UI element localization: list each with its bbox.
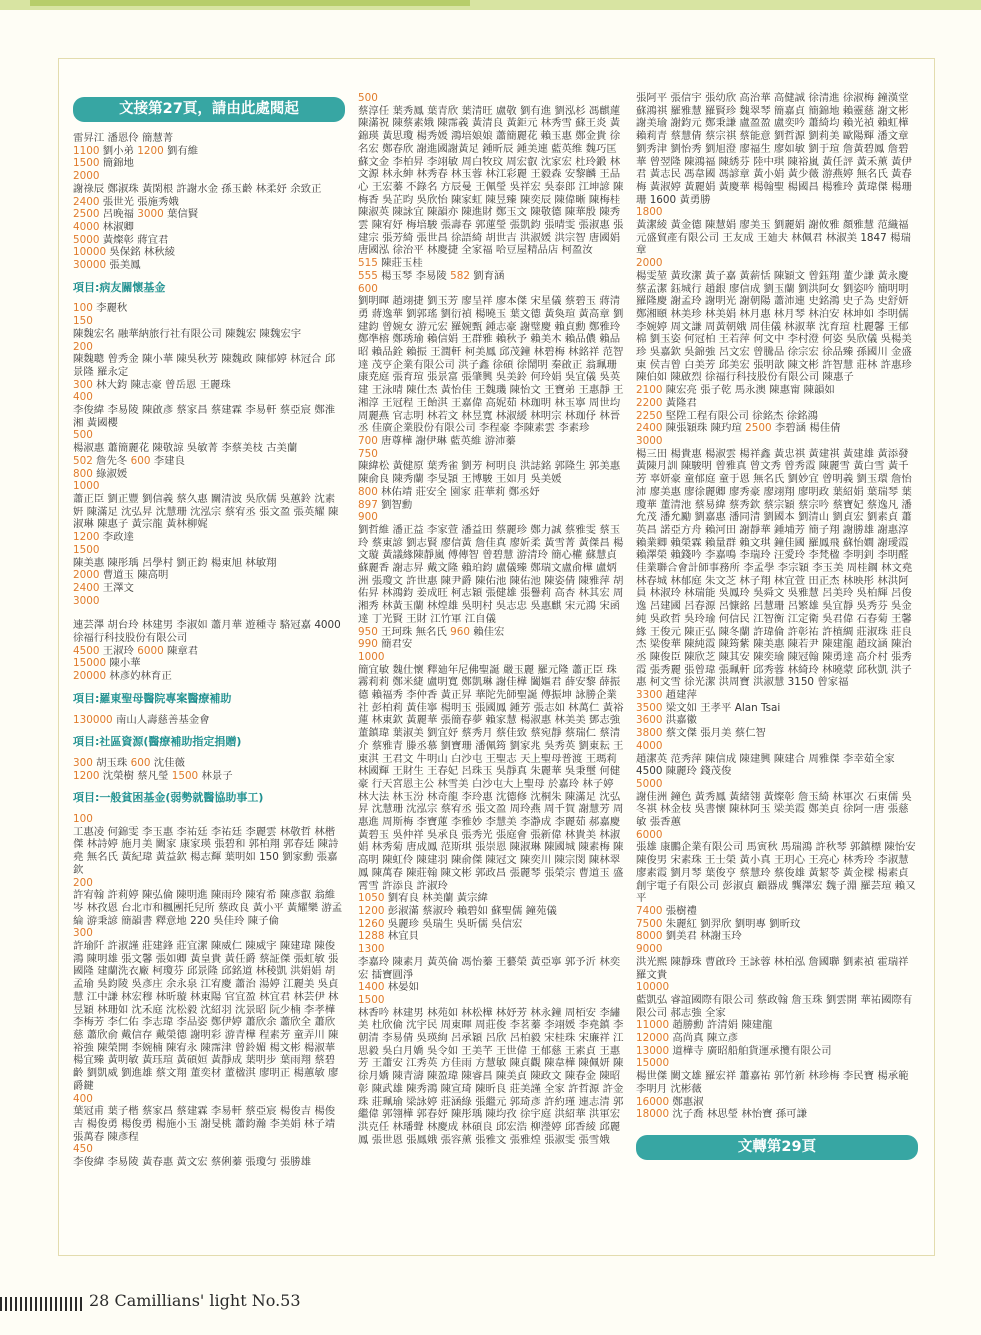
donation-amount: 300 — [73, 927, 93, 940]
donor-entry: 洪光熙 陳靜珠 曹啟玲 王詠蓉 林柏泓 詹國聯 劉素禎 霍瑞祥 羅文貴 — [636, 955, 909, 981]
donation-amount: 15000 — [73, 657, 107, 670]
donor-entry — [73, 544, 345, 557]
donation-amount: 500 — [358, 92, 378, 104]
donor-entry: 工惠凌 何錦雯 李玉惠 李祐廷 李祐廷 李麗雲 林敬哲 林楷傑 林詩婷 施月美 闕家 康家瑛 張碧和 郭柏翔 郭春廷 陳詩堯 無名氏 黃紀瑋 黃益欽 楊志輝 葉明如 150 劉家勳 張嘉欽 — [73, 825, 339, 876]
donor-entry — [73, 157, 345, 170]
donor-entry — [73, 468, 345, 481]
section-heading: 項目:羅東聖母醫院專案醫療補助 — [73, 691, 232, 705]
donor-entry: 連芸澤 胡台玲 林建男 李淑如 蕭月華 遊種寺 駱冠嘉 4000 徐福行科技股份有限公司 — [73, 619, 341, 645]
donor-entry — [358, 486, 624, 499]
donor-names: 沈子喬 林思瑩 林怡寶 孫可謙 — [669, 1108, 807, 1121]
donor-names: 唐尊樺 謝伊琳 藍英維 游沛蓁 — [377, 434, 516, 447]
donation-amount: 1050 — [358, 892, 385, 905]
donor-entry — [73, 234, 345, 247]
spacer — [73, 607, 345, 619]
donor-names: 吳麗珍 吳瑞生 吳昕儒 吳信宏 — [384, 917, 523, 930]
donor-entry — [73, 714, 345, 727]
donor-names: 劉有維 — [163, 144, 199, 157]
donor-entry — [73, 595, 345, 608]
donation-amount: 6000 — [636, 828, 663, 841]
donor-entry — [636, 829, 918, 842]
donation-amount: 990 — [358, 638, 378, 651]
donor-names: 林佑靖 莊安全 園家 莊華莉 鄭丞妤 — [377, 485, 540, 498]
donor-names: 賴佳宏 — [469, 625, 505, 638]
donation-amount: 7500 — [636, 917, 663, 930]
donation-amount: 750 — [358, 447, 378, 460]
donor-entry — [73, 927, 345, 940]
donation-amount: 3000 — [137, 208, 164, 221]
donation-amount: 400 — [73, 1092, 93, 1105]
donor-entry — [636, 689, 918, 702]
donation-amount: 10000 — [73, 246, 107, 259]
donation-amount: 3000 — [73, 594, 100, 607]
donor-entry: 楊淑惠 蕭簡麗花 陳敬諒 吳敏菁 李蔡美枝 古美蘭 — [73, 442, 298, 455]
donor-entry: 黃潔綾 黃金德 陳慧娟 廖美玉 劉麗娟 謝攸雅 顏雅慧 范織福 元盛貿產有限公司 王友成 王廸夫 林佩君 林淑美 1847 楊瑞章 — [636, 219, 911, 257]
donation-amount: 2500 — [745, 422, 772, 435]
donation-amount: 13000 — [636, 1044, 670, 1057]
donor-entry: 謝祿辰 鄭淑珠 黃閑根 許謝水金 孫玉齡 林柔妤 余致正 — [73, 182, 322, 195]
donor-entry — [636, 206, 918, 219]
donor-names: 張樹禮 — [662, 905, 697, 917]
donor-names: 陳宏亮 張子乾 馬永澳 陳惠甯 陳韻如 — [662, 384, 835, 397]
donor-entry — [73, 341, 345, 354]
donor-entry — [636, 397, 918, 410]
donor-entry — [358, 892, 624, 905]
donor-entry — [636, 1057, 918, 1070]
donation-amount: 20000 — [73, 670, 107, 683]
donor-names: 劉小弟 — [99, 144, 138, 157]
donor-entry — [636, 905, 918, 918]
donation-amount: 200 — [73, 340, 93, 353]
donation-amount: 1300 — [358, 943, 385, 956]
donation-amount: 600 — [130, 454, 151, 467]
donor-names: 梁文如 王孝平 Alan Tsai — [662, 701, 781, 714]
donation-amount: 515 — [358, 257, 378, 270]
donation-amount: 1100 — [73, 144, 100, 157]
donor-names: 陳張穎珠 陳玓瑄 — [662, 422, 746, 435]
donor-names: 王淑玲 — [99, 644, 138, 657]
donor-names: 高尚真 陳立彥 — [669, 1032, 739, 1045]
column-1-content — [73, 132, 345, 1169]
donor-entry — [358, 270, 624, 283]
donor-names: 曹道玉 陳高明 — [99, 569, 169, 582]
donor-entry — [73, 877, 345, 890]
donor-names: 綠淑媛 — [92, 467, 128, 480]
donation-amount: 7400 — [636, 905, 663, 917]
donation-amount: 1260 — [358, 917, 385, 930]
donation-amount: 1288 — [358, 930, 385, 943]
donor-entry: 藍凱弘 睿誼國際有限公司 蔡政翰 詹玉珠 劉雲開 華祐國際有限公司 郝志強 全家 — [636, 993, 913, 1019]
donation-amount: 5000 — [73, 233, 100, 246]
donor-entry — [636, 1019, 918, 1032]
donor-entry — [73, 813, 345, 826]
donor-entry — [636, 1096, 918, 1109]
donor-entry — [73, 259, 345, 272]
donor-entry: 謝佳洲 鐘色 黃秀鳳 黃緒翎 黃燦彰 詹玉綺 林軍次 石東儒 吳冬祺 林金枝 吳書懷 陳林阿玉 梁美霞 鄭美貞 徐阿一唐 張慈敏 張香蕙 — [636, 790, 912, 829]
page-number: 28 — [89, 1291, 110, 1310]
donation-amount: 100 — [73, 302, 93, 315]
donor-entry — [73, 315, 345, 328]
donor-names: 林淑卿 — [99, 220, 134, 233]
donor-entry — [73, 208, 345, 221]
donor-entry — [636, 410, 918, 423]
donor-names: 呂晚福 — [99, 208, 138, 221]
donor-entry — [73, 246, 345, 259]
donor-entry: 葉冠甫 葉子楷 蔡家昌 蔡建霖 李易軒 蔡亞宸 楊俊吉 楊俊吉 楊俊勇 楊俊勇 楊施小玉 謝旻桃 蕭鈞瀚 李美娟 林子靖 張萬春 陳彥程 — [73, 1105, 336, 1143]
donor-entry: 李俊緯 李易陵 黃春惠 黃文宏 蔡俐蓁 張瓊匀 張勝雄 — [73, 1156, 312, 1169]
donor-names: 林宜貝 — [384, 930, 419, 943]
donor-names: 陳莊玉桂 — [377, 257, 423, 270]
donor-entry — [358, 435, 624, 448]
donation-amount: 897 — [358, 498, 378, 511]
donor-entry — [358, 994, 624, 1007]
donor-entry: 趙潔英 范秀萍 陳信成 陳建興 陳建合 周雅傑 李幸茹全家 4500 陳麗玲 錢茂俊 — [636, 752, 895, 778]
donation-amount: 300 — [73, 378, 93, 391]
magazine-title: Camillians' light No.53 — [114, 1291, 301, 1310]
donation-amount: 1800 — [636, 206, 663, 219]
donor-entry — [636, 384, 918, 397]
donation-amount: 2200 — [636, 396, 663, 409]
donation-amount: 800 — [73, 467, 93, 480]
donation-amount: 3300 — [636, 689, 663, 702]
donation-amount: 4000 — [636, 739, 663, 752]
donor-entry — [358, 638, 624, 651]
donor-entry: 陳魏聰 曾秀金 陳小華 陳吳秋芳 陳魏政 陳郁婷 林冠合 邱景隆 羅永定 — [73, 353, 336, 378]
donation-amount: 1200 — [73, 769, 100, 782]
donor-entry: 林香吟 林建男 林苑如 林松樺 林妤芳 林永鐘 周栢安 李繡美 杜欣倫 沈宇民 周東暉 周莊俊 李茗蓁 李翊媛 李堯鎮 李朝清 李易倩 吳瑛絢 呂承穎 呂欣 呂柏毅 宋桂珠 宋廉祥 江思毅 吳白月嬌 吳令如 王美芊 王世偉 王郁慈 王素貞 王惠芳 王蕭安 江秀英 方佳雨 方慧敏 陳貞觀 陳韋樺 陳佩妍 陳徐月嬌 陳青濤 陳盈瑋 陳睿昌 陳美貞 陳政文 陳春金 陳昭彰 陳武雄 陳秀鴻 陳宣琦 陳昕良 莊美謹 全家 許哲源 許金珠 莊珮瑜 梁詠婷 莊涵綠 張繼元 郭琦彥 許約瑾 連志清 郭繼偉 郭翎樺 郭春妤 陳彤瑀 陳均孜 徐宇庭 洪紹華 洪軍宏 洪克任 林璠聲 林慶成 林碩良 邱宏浩 柳瀅婷 邱香綾 邱麗鳳 張世恩 張鳳娥 張容薰 張雅文 張雅煌 張淑雯 張雪娥 — [358, 1006, 624, 1146]
donation-amount: 3500 — [636, 701, 663, 714]
donor-entry — [636, 943, 918, 956]
donor-names: 趙建萍 — [662, 689, 697, 702]
donor-names: 劉宥良 林美蘭 黃宗緯 — [384, 892, 488, 905]
donation-amount: 1500 — [358, 993, 385, 1006]
donation-amount: 3000 — [636, 434, 663, 447]
donation-amount: 30000 — [73, 259, 107, 272]
donor-names: 詹先冬 — [92, 454, 131, 467]
donation-amount: 100 — [73, 813, 93, 826]
donation-amount: 6000 — [137, 644, 164, 657]
donation-amount: 1200 — [358, 905, 385, 917]
donation-amount: 2000 — [73, 569, 100, 582]
donor-entry: 陳緯松 黃健原 葉秀雀 劉芳 柯明良 洪誌銘 郭隆生 郭美惠 陳俞良 陳秀蘭 李旻頴 王博駿 王如月 吳美媛 — [358, 460, 621, 486]
donor-entry — [73, 757, 345, 770]
donor-entry: 劉明暉 趙翊捷 劉玉芳 廖呈祥 廖本傑 宋星儀 蔡碧玉 蔣清勇 蔣逸華 劉郭瑤 劉衍禎 楊曉玉 葉文德 黃奐瑄 黃高章 劉建鈞 曾婉女 游元宏 羅婉甄 鍾志豪 謝璧慶 賴貞勳 鄭雅玲 鄭凖榕 鄭琇瑜 賴信娟 王群雅 賴秋予 賴美木 賴品儂 賴品昭 賴品銓 賴振 王潤軒 柯美鳳 邱茂鐘 林碧梅 林銘祥 范智達 茂亨企業有限公司 洪子鑫 徐碩 徐鬧明 秦啟正 翁珮珊 康尭庭 張育瑄 張景富 張肇興 吳美鈴 何玲娟 吳宜儀 吳英建 王泳晴 陳仕杰 黃怡佳 王魏璣 陳怡文 王寶弟 王惠靜 王湘淳 王冠程 王飴淇 王嘉偉 高妮茹 林珈明 林玉寧 周世均 周麗燕 官志明 林若文 林昱寬 林淑緩 林明宗 林珈伃 林晉丞 佳廣企業股份有限公司 李程豪 李陳素雲 李素珍 — [358, 295, 624, 435]
donor-entry: 陳魏宏名 融華納旅行社有限公司 陳魏宏 陳魏宏宇 — [73, 327, 302, 340]
donor-entry — [636, 435, 918, 448]
donation-amount: 555 — [358, 269, 378, 282]
donor-names: 蔡文傑 張月美 蔡仁智 — [662, 727, 766, 740]
donation-amount: 800 — [358, 485, 378, 498]
donor-entry — [358, 943, 624, 956]
donor-entry — [358, 257, 624, 270]
donation-amount: 600 — [130, 756, 151, 769]
donation-amount: 300 — [73, 756, 93, 769]
donor-entry — [358, 626, 624, 639]
donation-amount: 10000 — [636, 981, 670, 994]
donor-names: 朱麗紅 劉羿欣 劉明專 劉昕玟 — [662, 917, 801, 930]
donor-names: 王澤文 — [99, 581, 134, 594]
donation-amount: 2100 — [636, 384, 663, 397]
donor-entry — [73, 582, 345, 595]
donation-amount: 200 — [73, 876, 93, 889]
page-footer — [0, 1280, 981, 1325]
donor-names: 張世光 張施秀娥 — [99, 195, 179, 208]
donor-names: 彭淑滿 蔡淑玲 賴碧如 蘇聖儒 鐘苑儀 — [384, 905, 557, 917]
donor-entry: 蕭正臣 劉正豐 劉信義 蔡久惠 關清波 吳欣儒 吳蕙鈴 沈素姸 陳滿足 沈弘昇 沈慧珊 沈泓宗 蔡宥丞 張文盈 張英耀 陳淑琳 陳惠子 黃宗龍 黃林柳娓 — [73, 492, 339, 531]
donor-entry — [636, 1108, 918, 1121]
donor-column-2 — [358, 92, 624, 1252]
donor-entry — [358, 918, 624, 931]
donation-amount: 400 — [73, 391, 93, 404]
donation-amount: 12000 — [636, 1032, 670, 1045]
donor-entry — [636, 981, 918, 994]
donor-entry — [636, 778, 918, 791]
donor-names: 簡君安 — [377, 638, 413, 651]
donor-entry — [636, 714, 918, 727]
donor-names: 林大鈞 陳志豪 曾岳恩 王麗珠 — [92, 378, 231, 391]
donor-names: 陳小華 — [106, 657, 141, 670]
continued-to-banner: 文轉第29頁 — [636, 1135, 918, 1160]
donor-names: 葉信賢 — [163, 208, 199, 221]
donor-entry — [73, 455, 345, 468]
donor-entry — [73, 657, 345, 670]
donor-names: 劉育涵 — [469, 269, 505, 282]
donation-amount: 2400 — [73, 195, 100, 208]
donation-amount: 9000 — [636, 943, 663, 956]
donation-amount: 582 — [450, 269, 470, 282]
donor-entry: 許宥翰 許莉婷 陳弘倫 陳明進 陳雨玲 陳宥希 陳彥叡 翁維岑 林孜恩 台北市和楓團托兒所 蔡政良 黃小平 黃耀樂 游孟綸 游秉諺 簡韻書 釋意地 220 吳佳玲 陳子倫 — [73, 889, 343, 927]
donor-entry — [73, 145, 345, 158]
donation-amount: 130000 — [73, 713, 113, 726]
donation-amount: 1500 — [73, 543, 100, 556]
donor-entry — [358, 981, 624, 994]
donor-entry: 許瑜阡 許淑謹 莊建鋒 莊宜潔 陳威仁 陳威宇 陳建瑋 陳俊鴻 陳明雄 張文馨 張如卿 黃皇貴 黃任爵 蔡証傑 張虹敏 張國隆 建蘭洗衣廠 柯瓊芬 邱景隆 邱銘道 林稜凱 洪娟娟 胡孟瑜 吳鈞陵 吳彥庄 余永泉 江宥慶 蕭治 湯婷 江麗美 吳貞慧 江中謙 林宏穆 林昕璇 林東陽 官宜盈 林宜君 林芸伊 林昱穎 林珊如 沈禾庭 沈松毅 沈紹羽 沈景昭 阮少楠 李孝樺 李梅芳 李仁佑 李志瑋 李品姿 鄭伊婷 蕭欣余 蕭欣全 蕭欣慈 蕭欣俞 戴信存 戴榮德 謝明彩 游青樺 程素芳 童弄川 陳裕強 陳榮開 李婉楠 陳宥永 陳霈津 曾鈴媚 楊文彬 楊淑華 楊宜臻 黃明敏 黃珏瑄 黃碩姮 黃靜成 葉明步 葉雨翔 蔡碧齡 劉凱威 劉進雄 蔡文翔 董奕材 董楹淇 廖明正 楊蕙敏 廖爵鍵 — [73, 940, 339, 1092]
donor-names: 王珂珠 無名氏 — [377, 625, 451, 638]
donor-names: 堅陞工程有限公司 徐銘杰 徐銘鴻 — [662, 409, 818, 422]
donor-entry — [73, 645, 345, 658]
donor-entry — [358, 511, 624, 524]
donor-entry: 張雄 康鵬企業有限公司 馬寅秋 馬瑞鴻 許秋琴 郭鎮標 陳怡安 陳俊男 宋素珠 王士榮 黃小真 王玥心 王亮心 林秀玲 李淑慧 廖素霞 劉月琴 葉俊亨 蔡慧玲 蔡俊雄 黃絜苓 黃金樑 楊素貞 創宇電子有限公司 彭淑貞 顧器成 龔澤宏 魏子淵 羅芸瑄 賴又平 — [636, 841, 916, 905]
donation-amount: 502 — [73, 454, 93, 467]
donation-amount: 1000 — [358, 650, 385, 663]
donor-entry: 楊世傑 闕文雄 羅宏祥 蕭嘉祐 郭竹新 林珍梅 李民寶 楊承範 李明月 沈彬薇 — [636, 1070, 909, 1095]
donor-names: 趙勝勳 許清娟 陳建龍 — [669, 1019, 773, 1032]
donor-names: 黃隆君 — [662, 396, 697, 409]
donor-entry — [636, 740, 918, 753]
donor-entry — [358, 448, 624, 461]
donation-amount: 16000 — [636, 1095, 670, 1108]
section-heading: 項目:一般貧困基金(弱勢就醫協助事工) — [73, 791, 264, 805]
donor-entry — [73, 170, 345, 183]
donor-names: 沈佳薇 — [150, 756, 185, 769]
donation-amount: 8000 — [636, 930, 663, 943]
donor-names: 林彥妁林育正 — [106, 670, 172, 683]
donation-amount: 2250 — [636, 409, 663, 422]
donor-entry — [73, 379, 345, 392]
donor-entry — [73, 1143, 345, 1156]
donation-amount: 2000 — [636, 257, 663, 270]
donor-entry — [358, 905, 624, 918]
donation-amount: 1500 — [73, 157, 100, 170]
donor-names: 林景子 — [198, 769, 233, 782]
donation-amount: 18000 — [636, 1108, 670, 1121]
donor-entry — [73, 391, 345, 404]
section-heading: 項目:社區資源(醫療補助指定捐贈) — [73, 735, 242, 749]
donor-names: 南山人壽慈善基金會 — [112, 713, 210, 726]
donation-amount: 960 — [450, 625, 470, 638]
donor-entry — [73, 480, 345, 493]
donor-entry — [636, 727, 918, 740]
donor-entry — [73, 196, 345, 209]
donation-amount: 1500 — [171, 769, 199, 782]
donation-amount: 1200 — [137, 144, 164, 157]
section-heading: 項目:病友關懷基金 — [73, 280, 166, 294]
donor-entry: 雷昇江 潘恩伶 簡慧菁 — [73, 132, 174, 144]
page-number-line — [89, 1291, 301, 1310]
donor-entry — [636, 1032, 918, 1045]
donor-entry — [73, 770, 345, 783]
continued-from-banner: 文接第27頁，請由此處閱起 — [73, 97, 345, 122]
donation-amount: 950 — [358, 625, 378, 638]
donor-entry — [73, 429, 345, 442]
donation-amount: 2400 — [636, 422, 663, 435]
column-2-content — [358, 92, 624, 1146]
donor-names: 林晏如 — [384, 981, 419, 994]
donor-entry — [73, 221, 345, 234]
donor-entry: 李嘉玲 陳素月 黃英倫 馮怡蓁 王藝榮 黃亞寧 郭予沂 林奕宏 擂寶圓淨 — [358, 955, 621, 981]
donor-entry: 李俊緯 李易陵 陳啟彥 蔡家昌 蔡建霖 李易軒 蔡亞宸 鄭淮湘 黃國櫻 — [73, 404, 336, 429]
donation-amount: 900 — [358, 511, 378, 524]
barcode-decoration — [0, 1297, 82, 1311]
donation-amount: 5000 — [636, 777, 663, 790]
donor-entry — [73, 569, 345, 582]
donor-names: 洪嘉徽 — [662, 714, 697, 727]
donor-entry: 楊三田 楊貴惠 楊淑雲 楊祥鑫 黃忠祺 黃建祺 黃建雄 黃添發 黃陳月訓 陳駿明 曾雅真 曾文秀 曾秀霞 陳麗雪 黃白雪 黃千芳 辜妍豪 童郁庭 童于恩 無名氏 劉妙宜 曾明義 劉玉環 詹怡沛 廖美惠 廖徐麗卿 廖秀豪 廖翊翔 廖明政 葉紹娟 葉瑞琴 葉瓊華 董清池 蔡易緯 蔡秀欽 蔡宗穎 蔡宗吟 蔡寶妃 蔡逸凡 潘允茂 潘允勵 劉嘉惠 潘同清 劉國本 劉清山 劉貞宏 劉素貞 蕭英昌 諾亞方舟 賴河田 謝靜華 鍾埔芳 簡子翔 謝勝雄 謝惠淳 賴業卿 賴榮霖 賴量群 賴文琪 鐘佳國 羅鳳飛 蘇怡嫺 謝璦霞 賴澤榮 賴錢吟 李嘉鳴 李瑞玲 汪愛玲 李梵楹 李明釗 李明醛 佳業聯合會計師事務所 李孟學 李宗穎 李玉美 周桂鋼 林文堯 林春城 林郁庭 朱文芝 林子翔 林宜萱 田正杰 林映彤 林洪阿員 林淑玲 林瑞能 吳鳳玲 吳舜文 吳雅慧 呂美玲 吳柏輝 呂俊逸 呂建國 呂春源 呂慷銘 呂慧珊 呂繁雄 吳宜靜 吳秀芬 吳金純 吳政哲 吳玲瑜 何信民 江智衡 江定衛 吳君偉 石春菊 王馨緣 王俊元 陳正弘 陳冬蘭 許瑋倫 許彰祐 許植綢 莊淑珠 莊良杰 梁俊華 陳純霞 陳筠紫 陳美惠 陳若尹 陳建龍 趙玟涵 陳治丞 陳俊臣 陳欣芝 陳其安 陳奕瑜 陳冠翰 陳勇達 高介村 張秀霞 張秀麗 張曾瑋 張珮軒 邱秀蓉 林綺玲 林曉蒙 邱秋凱 洪子惠 柯文雪 徐光潔 洪周寶 洪淑慧 3150 曾家福 — [636, 447, 913, 689]
donor-names: 陳章君 — [163, 644, 199, 657]
donor-names: 張美鳳 — [106, 259, 141, 272]
donor-names: 黃燦彰 蔣宜君 — [99, 233, 169, 246]
donor-names: 李政達 — [99, 531, 134, 544]
top-decoration-bar — [0, 0, 981, 10]
donation-amount: 4500 — [73, 644, 100, 657]
donation-amount: 3800 — [636, 727, 663, 740]
donor-names: 劉美君 林謝玉玲 — [662, 930, 742, 943]
donor-entry — [73, 302, 345, 315]
donor-entry — [358, 930, 624, 943]
donor-names: 簡錦地 — [99, 157, 134, 170]
donation-amount: 1200 — [73, 531, 100, 544]
donor-entry — [636, 422, 918, 435]
donor-entry — [636, 918, 918, 931]
donation-amount: 600 — [358, 282, 378, 295]
donation-amount: 2500 — [73, 208, 100, 221]
donor-names: 李建良 — [150, 454, 185, 467]
donation-amount: 500 — [73, 429, 93, 442]
donation-amount: 1000 — [73, 480, 100, 493]
donor-names: 鄭惠淑 — [669, 1095, 704, 1108]
donor-names: 李碧涵 楊佳倩 — [771, 422, 841, 435]
donor-names: 李麗秋 — [92, 302, 128, 315]
donor-entry — [636, 1045, 918, 1058]
donation-amount: 450 — [73, 1143, 93, 1156]
donation-amount: 11000 — [636, 1019, 670, 1032]
donor-column-3 — [636, 92, 918, 1252]
donor-entry: 陳美惠 陳彤瑀 呂學村 劉正鈞 楊東旭 林敏翔 — [73, 556, 277, 569]
donor-entry — [73, 670, 345, 683]
donation-amount: 15000 — [636, 1057, 670, 1070]
donor-entry — [636, 257, 918, 270]
donation-amount: 3600 — [636, 714, 663, 727]
donation-amount: 2000 — [73, 170, 100, 183]
donor-names: 道樺寺 廣昭船舶貨運承攬有限公司 — [669, 1044, 832, 1057]
donor-entry: 簡宜敏 魏仕懷 釋廸年尼佛聖誕 嚴玉麗 羅元隆 蕭正臣 珠霧莉莉 鄭米緁 盧明寬 鄭凱琳 謝佳樺 闔嫗君 薛安黎 薛振德 賴福秀 李仲香 黃正昇 華陀先師聖誕 傅振坤 詠勝企業社 彭柏莉 黃佳寧 楊明玉 張國鳳 鍾芳 張志如 林萬仁 黃裕蓮 林東欽 黃麗華 張簡春夢 賴家慧 楊淑惠 林美美 鄧志強 董鎮瑋 葉淑美 劉宜妤 蔡秀月 蔡佳致 蔡宛靜 蔡瑞仁 蔡清介 蔡雅青 滕丞慕 劉寶珊 潘佩筠 劉家兆 吳秀英 劉東耘 王東淇 王君文 牛明山 白沙屯 王聖志 天上聖母普渡 王瑪莉 林國輝 王財生 王春妃 呂珠玉 吳靜真 朱麗華 吳秉璽 何健豪 行天宮恩主公 林雪美 白沙屯大上聖母 於嘉玲 林子婷 林大法 林玉汾 林奇龍 李玲惠 沈德修 沈桐朱 陳滿足 沈弘昇 沈慧珊 沈泓宗 蔡宥丞 張文盈 周玲燕 周千賀 謝慧芳 周惠進 周斯梅 李寶蓮 李雅妙 李慧美 李瀞成 李麗茹 郝嘉慶 黃碧玉 吳仲祥 吳承良 張秀光 張庭會 張新偉 林貴美 林淑娟 林秀菊 唐成鳳 范斯琪 張崇恩 陳淑琳 陳國城 陳素梅 陳高明 陳虹伶 陳建羽 陳俞傑 陳冠文 陳奕川 陳宗閔 陳林翠鳳 陳萬春 陳莊翰 陳文彬 郭政昌 張麗琴 張榮宗 曹道玉 盛霄雪 許添良 許淑玲 — [358, 663, 624, 892]
donation-amount: 150 — [73, 315, 93, 328]
donor-entry — [73, 531, 345, 544]
donor-entry: 劉哲維 潘正益 李家萱 潘益田 蔡麗珍 鄭力誠 蔡雅雯 蔡玉玲 蔡東諺 劉志賢 廖信黃 詹佳真 廖妡柔 黃雪菁 黃傑昌 楊文璇 黃議緣陳靜嵐 傅傳智 曾碧慧 游清玲 簡心權 蘇慧貞 蘇麗香 謝志昇 戴文隆 賴珀鈞 盧儀臻 鄭瑞文盧俞樺 盧炳洲 張瓊文 許世惠 陳尹爵 陳佑池 陳佑池 陳姿倩 陳雅萍 胡佑昇 林鴻鈞 姜成旺 柯志穎 張健雄 張譽莉 高杏 林其宏 周湘秀 林黃玉蘭 林煌雄 吳明村 吳志忠 吳惠麒 宋元鴻 宋函達 丁光賢 王財 江竹軍 江自儀 — [358, 523, 624, 625]
donation-amount: 700 — [358, 434, 378, 447]
donor-entry — [358, 651, 624, 664]
donor-entry: 張阿平 張信宇 張幼欣 高治華 高健誠 徐清進 徐淑梅 鐘漢堂 蘇鴻祺 羅雅慧 羅賢珍 魏翠琴 簡嘉貞 簡錦地 賴靈慈 謝文彬 謝美瑜 謝鈞元 鄭秉謙 盧盈盈 盧奕吟 蕭綺均 賴光禎 賴虹樺 賴莉青 蔡慧倩 蔡宗祺 蔡能意 劉哲源 劉莉美 歐陽輝 潘文章 劉秀津 劉怡秀 劉旭澄 廖福生 廖如敏 劉于瑄 詹黃碧鳳 詹碧華 曾翌隆 陳鴻福 陳綉芬 陸中琪 陳裕嵐 黃任評 黃禾薰 黃伊君 黃志民 馮韋國 馮諺章 黃小娟 黃少薇 游燕婷 無名氏 黃春梅 黃淑婷 黃麗娟 黃慶華 楊翰聖 楊國昌 楊雅玲 黃瑋傑 楊珊珊 1600 黃勇勝 — [636, 92, 912, 206]
donor-names: 沈榮樹 蔡凡瑩 — [99, 769, 172, 782]
donation-amount: 1400 — [358, 981, 385, 994]
donor-names: 吳保銘 林秋綾 — [106, 246, 176, 259]
donor-entry — [358, 283, 624, 296]
donor-entry: 楊雯堃 黃玫潔 黃子嘉 黃薪恬 陳穎文 曾鈺翔 董少謙 黃永慶 蔡孟潔 鈺城行 趙銀 廖信成 劉玉蘭 劉洪阿女 劉姿吟 簡明明 羅隆慶 謝孟玲 謝明光 謝朝陽 蕭沛連 史銘鴻 史子為 史舒妍 鄭湘頤 林美珍 林美娟 林月惠 林月琴 林泊安 林坤如 李明儒 李婉婷 周文謙 周黃朝娥 周佳儀 林淑華 沈育瑄 杜麗馨 王郁棉 劉玉姿 何冠柏 王若萍 何文中 李村澄 何姿 吳欣儀 吳楊美珍 吳嘉欽 吳錦強 呂文宏 曾騰品 徐宗宏 徐品臻 孫國川 金盛東 侯吉曾 白美芳 邱美宏 張明歆 陳文彬 許智慧 莊林 許惠珍 陳伯如 陳啟烈 徐福行科技股份有限公司 陳惠子 — [636, 269, 912, 384]
donor-column-1 — [73, 92, 345, 1252]
donor-names: 楊玉琴 李易陵 — [377, 269, 451, 282]
donor-entry: 蔡淳任 葉秀鳳 葉青欣 葉清旺 盧敬 劉有進 劉泓杉 馮麒蓮 陳滿祝 陳蔡素娥 陳霈義 黃清良 黃鉅元 林秀雪 蘇王炎 黃錦瑛 黃思瓊 楊秀媛 鴻培娘娘 蕭簡麗花 賴玉惠 鄭金貴 徐名宏 鄭春欣 謝進國謝黃足 鍾昕辰 鍾美連 藍英维 魏巧匡 蘇文金 李柏昇 李翊敏 周白牧玟 周宏叡 沈家宏 杜玲鍛 林文源 林永紳 林秀春 林玉蓉 林江彩麗 王毅森 安黎麟 王品心 王宏蓁 不錄名 方辰曼 王佩瑩 吳祥宏 吳泰郎 江坤諺 陳梅香 吳芷昀 吳欣怡 陳家虹 陳昱臻 陳奕辰 陳偉晰 陳梅桂 陳淑英 陳詠宜 陳韻亦 陳進財 鄭玉文 陳敬德 陳華殷 陳秀雲 陳宥妤 梅培駿 張壽春 郭蓮瑩 張凱鈞 張晴雯 張淑惠 張建宗 張芳綺 張世昌 徐語綺 胡世吉 洪淑媛 洪宗智 唐國娟 唐國泓 徐治平 林慶捷 全家福 哈豆屋精品店 柯盈汝 — [358, 104, 624, 257]
donor-entry — [636, 930, 918, 943]
donor-names: 劉智勳 — [377, 498, 413, 511]
donor-names: 胡玉珠 — [92, 756, 131, 769]
donor-entry — [636, 702, 918, 715]
donation-amount: 4000 — [73, 220, 100, 233]
donor-entry — [358, 499, 624, 512]
donor-entry — [358, 92, 624, 105]
column-3-content — [636, 92, 918, 1121]
donation-amount: 2400 — [73, 581, 100, 594]
donor-entry — [73, 1093, 345, 1106]
